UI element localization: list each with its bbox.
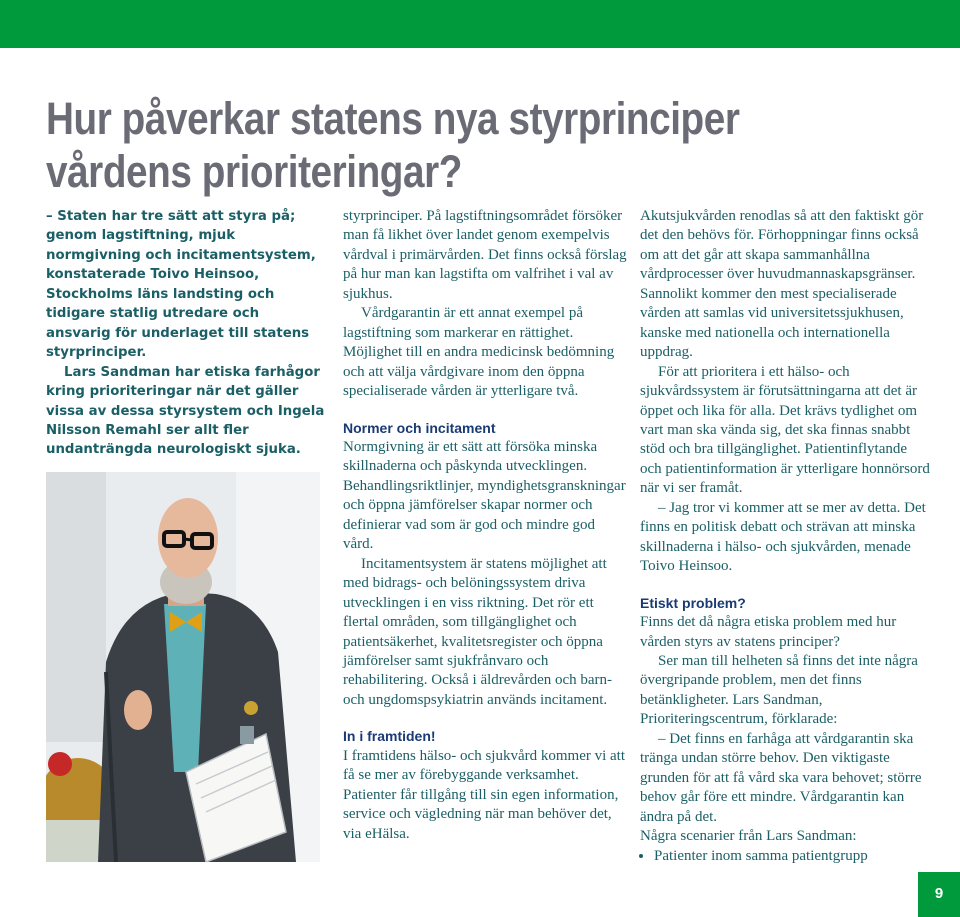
quote-paragraph-1: – Jag tror vi kommer att se mer av detta. Det finns en politisk debatt och strävan att minska skillnaderna i hälso- och sjukvården, menade Toivo Heinsoo. bbox=[640, 499, 926, 575]
body-paragraph-8: För att prioritera i ett hälso- och sjukvårdssystem är förutsättningarna att det är öppet och lika för alla. Det krävs tydlighet om vart man ska vända sig, det ska finnas snabbt stöd och bra tillgänglighet. Patientinflytande och patientinformation är ytterligare honnörsord när vi ser framåt. bbox=[640, 363, 930, 497]
portrait-illustration bbox=[46, 472, 320, 862]
top-green-bar bbox=[0, 0, 960, 48]
body-paragraph-2: styrprinciper. På lagstiftningsområdet försöker man få likhet över landet genom exempelvis vårdval i primärvården. Det finns också förslag på hur man kan lagstifta om valfrihet i val av sjukhus. bbox=[343, 208, 627, 302]
page-number: 9 bbox=[934, 885, 944, 902]
column-1 bbox=[46, 207, 328, 497]
body-paragraph-3: Vårdgarantin är ett annat exempel på lagstiftning som markerar en rättighet. Möjlighet till en andra medicinsk bedömning och att välja vårdgivare inom den öppna specialiserade vården är ytterligare två. bbox=[343, 305, 615, 400]
body-paragraph-5: Incitamentsystem är statens möjlighet att med bidrags- och belöningssystem driva utvecklingen i en viss riktning. Det rör ett flertal områden, som tillgänglighet och patientsäkerhet, kvalitetsregister och öppna jämförelser samt sjukfrånvaro och rehabilitering. Också i äldrevården och barn- och ungdomspsykiatrin används incitament. bbox=[343, 555, 613, 708]
title-line-1: Hur påverkar statens nya styrprinciper bbox=[46, 93, 740, 144]
body-paragraph-11: Några scenarier från Lars Sandman: bbox=[640, 828, 857, 845]
photo-lars-sandman bbox=[46, 472, 320, 862]
quote-paragraph-2: – Det finns en farhåga att vårdgarantin ska tränga undan större behov. Den viktigaste grunden för att få vård ska vara behovet; större behov går före ett mindre. Vårdgarantin kan ändra på det. bbox=[640, 730, 922, 825]
lead-paragraph-1: – Staten har tre sätt att styra på; genom lagstiftning, mjuk normgivning och incitamentsystem, konstaterade Toivo Heinsoo, Stockholms läns landsting och tidigare statlig utredare och ansvarig för underlaget till statens styrprinciper. bbox=[46, 209, 316, 361]
body-paragraph-9: Finns det då några etiska problem med hur vården styrs av statens principer? bbox=[640, 614, 897, 650]
scenario-list bbox=[640, 847, 932, 866]
subheading-framtiden: In i framtiden! bbox=[343, 728, 436, 745]
body-paragraph-6: I framtidens hälso- och sjukvård kommer vi att få se mer av förebyggande verksamhet. Patienter får tillgång till sin egen information, service och vägledning när man behöver det, via eHälsa. bbox=[343, 747, 626, 842]
body-paragraph-4: Normgivning är ett sätt att försöka minska skillnaderna och påskynda utvecklingen. Behandlingsriktlinjer, myndighetsgranskningar och öppna jämförelser skapar normer och definierar vad som är god och mindre god vård. bbox=[343, 438, 626, 553]
page-title bbox=[46, 92, 803, 198]
subheading-etiskt: Etiskt problem? bbox=[640, 594, 746, 611]
body-paragraph-7: Akutsjukvården renodlas så att den faktiskt gör det den behövs för. Förhoppningar finns också om att det går att skapa sammanhållna vårdprocesser över huvudmannaskapsgränser. Sannolikt kommer den mest specialiserade vården att samlas vid universitetssjukhusen, kanske med nationella och internationella uppdrag. bbox=[640, 208, 924, 361]
list-item: • Patienter inom samma patientgrupp bbox=[654, 847, 932, 866]
column-2 bbox=[343, 207, 628, 844]
title-line-2: vårdens prioriteringar? bbox=[46, 146, 462, 197]
lead-paragraph-2: Lars Sandman har etiska farhågor kring prioriteringar när det gäller vissa av dessa styrsystem och Ingela Nilsson Remahl ser allt fler undanträngda neurologiskt sjuka. bbox=[46, 364, 325, 458]
body-paragraph-10: Ser man till helheten så finns det inte några övergripande problem, men det finns betänkligheter. Lars Sandman, Prioriteringscentrum, förklarade: bbox=[640, 652, 918, 728]
subheading-normer: Normer och incitament bbox=[343, 419, 496, 436]
column-3 bbox=[640, 207, 932, 866]
page-number-box bbox=[918, 872, 960, 917]
